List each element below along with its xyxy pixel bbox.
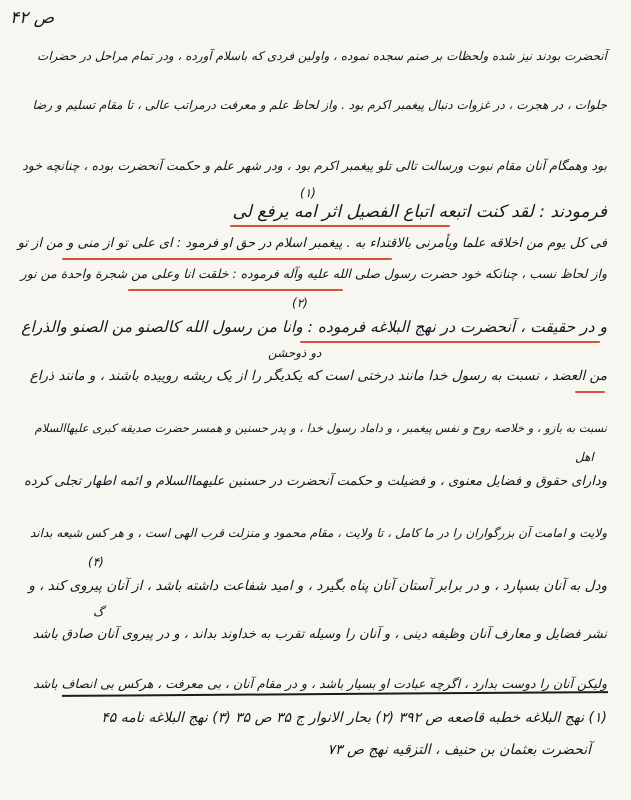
text-line-12: ودل به آنان بسپارد ، و در برابر آستان آنان پناه بگیرد ، و امید شفاعت داشته باشد ، از آنان پیروی کند ، و [28, 578, 607, 594]
text-line-5: فی کل یوم من اخلاقه علما ویأمرنی بالاقتداء به . پیغمبر اسلام در حق او فرمود : ای علی تو از منی و من از تو [17, 236, 607, 251]
quote-underline-3 [128, 289, 343, 291]
text-line-8: من العضد ، نسبت به رسول خدا مانند درختی است که یکدیگر را از یک ریشه روییده باشند ، و مانند ذراع [29, 368, 607, 384]
interlinear-note-1: دو ذوحشن [268, 346, 322, 360]
text-line-1: آنحضرت بودند نیز شده ولحظات بر صنم سجده نموده ، واولین فردی که باسلام آورده ، ودر تمام مراحل در حضرات [37, 49, 607, 63]
text-line-14: ولیکن آنان را دوست بدارد ، اگرچه عبادت او بسیار باشد ، و در مقام آنان ، بی معرفت ، هرکس بی انصاف باشد [33, 676, 607, 691]
text-line-13: نشر فضایل و معارف آنان وظیفه دینی ، و آنان را وسیله تقرب به خداوند بداند ، و در پیروی آنان صادق باشد [32, 627, 607, 642]
quote-underline-4 [300, 341, 600, 343]
footnote-line-1: (۱) نهج البلاغه خطبه قاصعه ص ۳۹۲ (۲) بحار الانوار ج ۳۵ ص ۳۵ (۳) نهج البلاغه نامه ۴۵ [101, 710, 607, 726]
text-line-7: و در حقیقت ، آنحضرت در نهج البلاغه فرموده : وانا من رسول الله کالصنو من الصنو والذراع [21, 318, 607, 336]
text-line-9: نسبت به بازو ، و خلاصه روح و نفس پیغمبر ، و داماد رسول خدا ، و پدر حسنین و همسر حضرت صدیقه کبری علیهاالسلام [34, 421, 607, 435]
text-line-10: ودارای حقوق و فضایل معنوی ، و فضیلت و حکمت آنحضرت در حسنین علیهماالسلام و ائمه اطهار تجلی کرده [24, 474, 607, 489]
interlinear-note-2: اهل [575, 450, 594, 464]
text-line-11: ولایت و امامت آن بزرگواران را در ما کامل ، تا ولایت ، مقام محمود و منزلت قرب الهی است ، و هر کس شیعه بداند [29, 526, 607, 540]
interlinear-note-3: (۴) [88, 555, 104, 569]
text-line-6: واز لحاظ نسب ، چنانکه خود حضرت رسول صلی الله علیه وآله فرموده : خلقت انا وعلی من شجرة واحدة من نور [20, 266, 607, 281]
quote-underline-5 [575, 391, 605, 393]
footnote-ref-2: (۲) [292, 296, 308, 310]
quote-underline-2 [62, 258, 392, 260]
footnote-ref-1: (۱) [300, 186, 316, 200]
quote-underline-1 [230, 225, 450, 227]
text-line-4: فرمودند : لقد کنت اتبعه اتباع الفصیل اثر امه یرفع لی [232, 202, 607, 222]
interlinear-note-4: گ [93, 605, 104, 619]
page-number: ص ۴۲ [10, 8, 55, 28]
footnote-line-2: آنحضرت بعثمان بن حنیف ، التزقیه نهج ص ۷۳ [327, 742, 591, 758]
text-line-2: جلوات ، در هجرت ، در غزوات دنبال پیغمبر اکرم بود . واز لحاظ علم و معرفت درمراتب عالی ، تا مقام تسلیم و رضا [32, 98, 607, 112]
text-line-3: بود وهمگام آنان مقام نبوت ورسالت تالی تلو پیغمبر اکرم بود ، ودر شهر علم و حکمت آنحضرت بوده ، چنانچه خود [22, 158, 607, 173]
